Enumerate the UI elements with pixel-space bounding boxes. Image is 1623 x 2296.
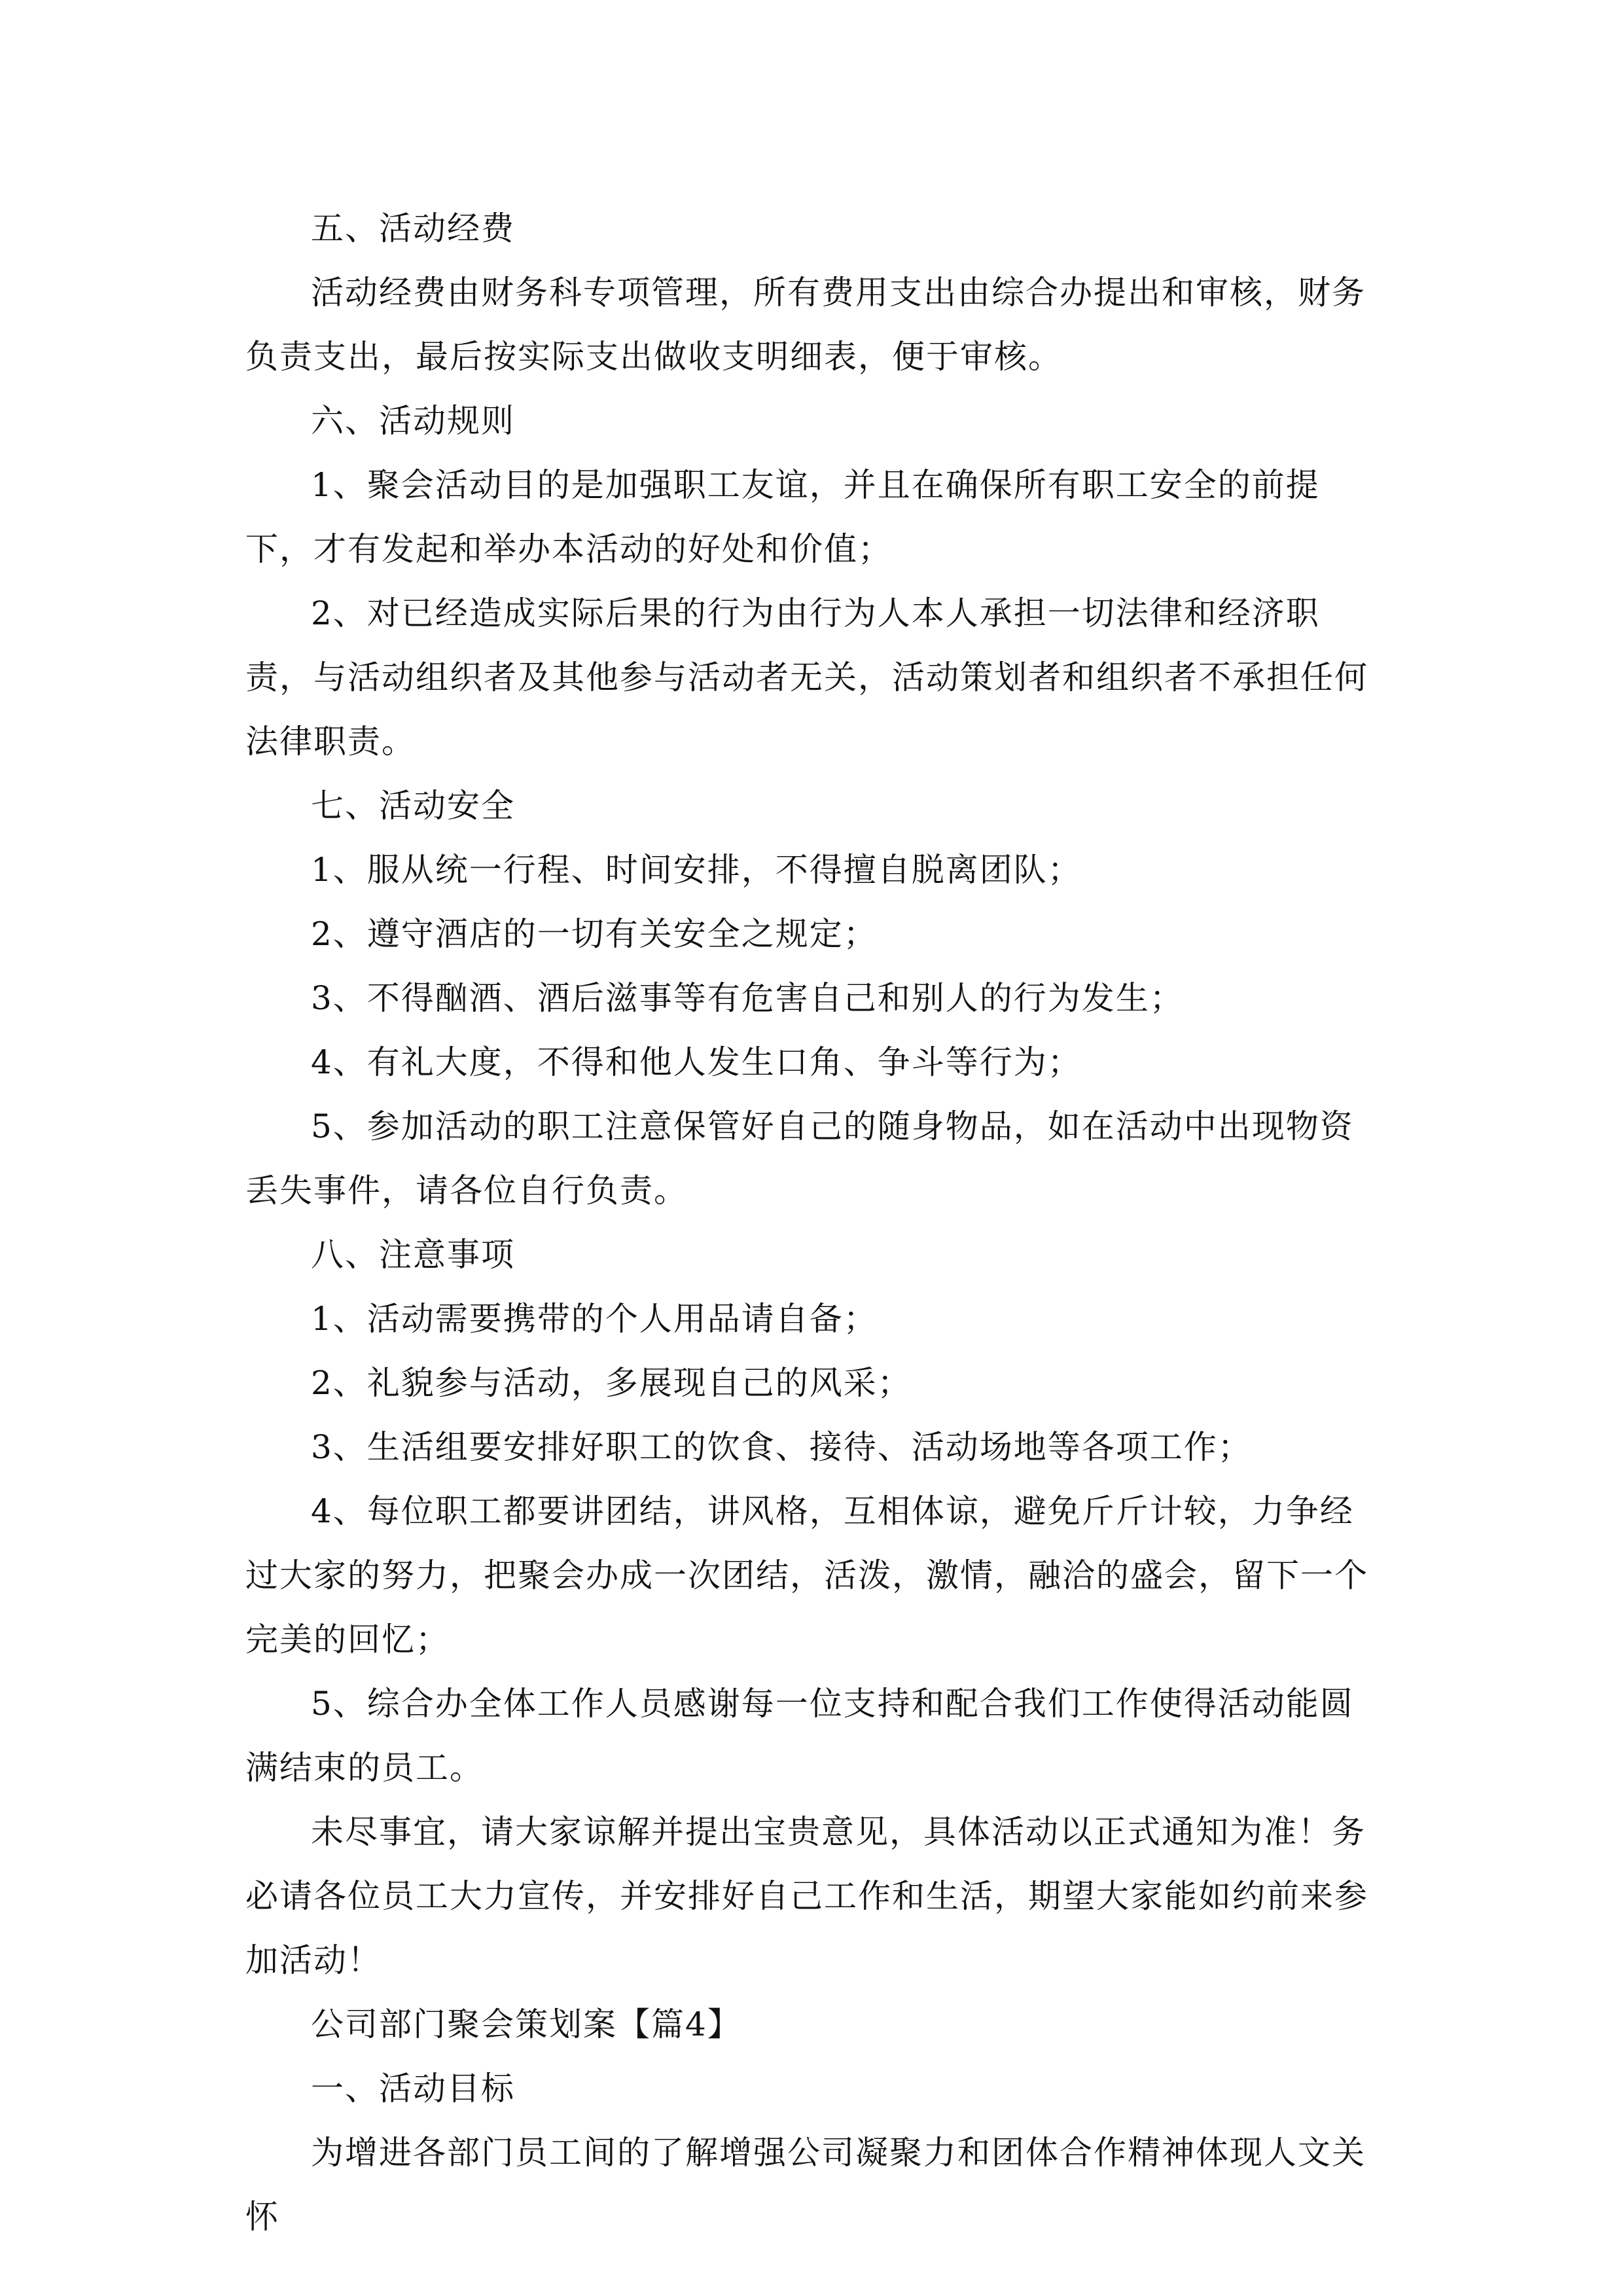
section-heading-funding: 五、活动经费 bbox=[311, 209, 515, 247]
paragraph-funding: 活动经费由财务科专项管理，所有费用支出由综合办提出和审核，财务负责支出，最后按实际支出做收支明细表，便于审核。 bbox=[245, 274, 1366, 376]
safety-item-1: 1、服从统一行程、时间安排，不得擅自脱离团队； bbox=[311, 851, 1082, 889]
safety-item-5: 5、参加活动的职工注意保管好自己的随身物品，如在活动中出现物资丢失事件，请各位自行负责。 bbox=[245, 1107, 1354, 1210]
document-body bbox=[245, 196, 1384, 2249]
safety-item-2: 2、遵守酒店的一切有关安全之规定； bbox=[311, 915, 878, 953]
section-heading-notes: 八、注意事项 bbox=[311, 1236, 515, 1274]
notes-item-1: 1、活动需要携带的个人用品请自备； bbox=[311, 1300, 878, 1338]
section-heading-goal: 一、活动目标 bbox=[311, 2070, 515, 2108]
paragraph-goal: 为增进各部门员工间的了解增强公司凝聚力和团体合作精神体现人文关怀 bbox=[245, 2134, 1366, 2236]
notes-item-2: 2、礼貌参与活动，多展现自己的风采； bbox=[311, 1364, 912, 1402]
safety-item-4: 4、有礼大度，不得和他人发生口角、争斗等行为； bbox=[311, 1043, 1082, 1081]
article-title: 公司部门聚会策划案【篇4】 bbox=[311, 2005, 741, 2043]
rule-item-2: 2、对已经造成实际后果的行为由行为人本人承担一切法律和经济职责，与活动组织者及其他参与活动者无关，活动策划者和组织者不承担任何法律职责。 bbox=[245, 594, 1368, 761]
notes-item-5: 5、综合办全体工作人员感谢每一位支持和配合我们工作使得活动能圆满结束的员工。 bbox=[245, 1685, 1354, 1787]
notes-item-4: 4、每位职工都要讲团结，讲风格，互相体谅，避免斤斤计较，力争经过大家的努力，把聚会办成一次团结，活泼，激情，融洽的盛会，留下一个完美的回忆； bbox=[245, 1492, 1368, 1659]
safety-item-3: 3、不得酗酒、酒后滋事等有危害自己和别人的行为发生； bbox=[311, 979, 1184, 1017]
closing-paragraph: 未尽事宜，请大家谅解并提出宝贵意见，具体活动以正式通知为准！务必请各位员工大力宣传，并安排好自己工作和生活，期望大家能如约前来参加活动！ bbox=[245, 1813, 1368, 1979]
notes-item-3: 3、生活组要安排好职工的饮食、接待、活动场地等各项工作； bbox=[311, 1428, 1252, 1466]
section-heading-rules: 六、活动规则 bbox=[311, 402, 515, 440]
section-heading-safety: 七、活动安全 bbox=[311, 787, 515, 825]
rule-item-1: 1、聚会活动目的是加强职工友谊，并且在确保所有职工安全的前提下，才有发起和举办本活动的好处和价值； bbox=[245, 466, 1320, 568]
